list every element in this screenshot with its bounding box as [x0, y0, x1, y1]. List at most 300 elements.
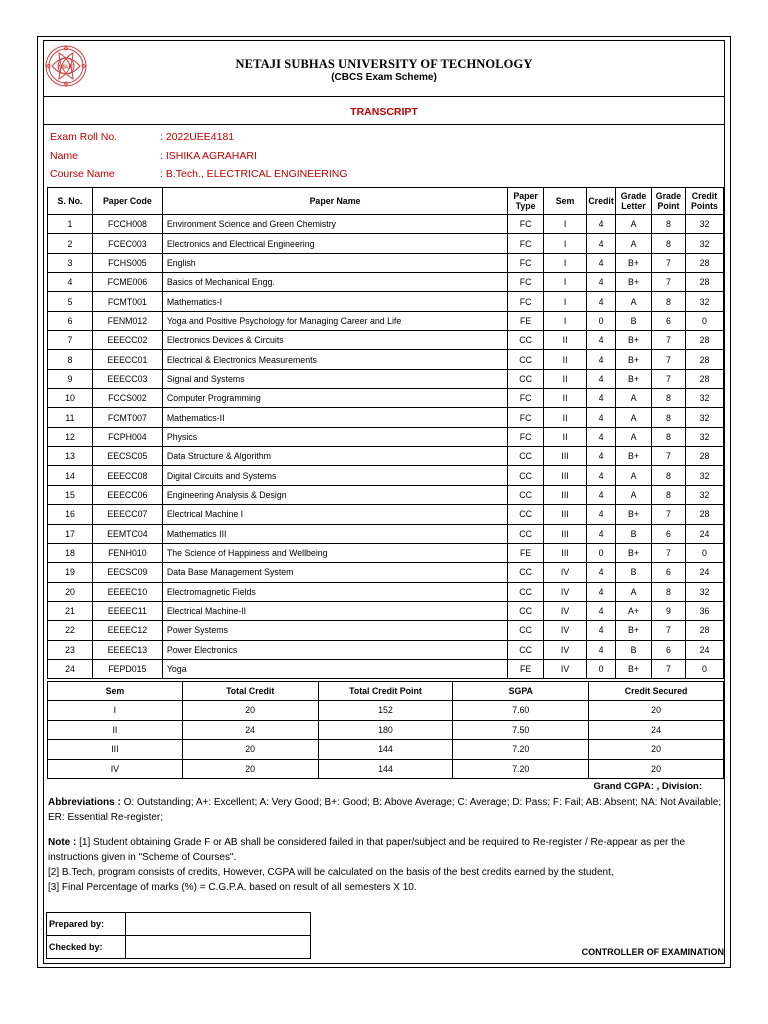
paper-cell: A [616, 466, 652, 485]
paper-cell: 7 [652, 659, 686, 678]
semester-cell: 7.20 [453, 759, 589, 779]
col-header: Paper Name [162, 188, 507, 215]
paper-cell: CC [508, 447, 544, 466]
note-label: Note : [48, 837, 77, 848]
paper-cell: 28 [685, 447, 723, 466]
paper-cell: Electrical & Electronics Measurements [162, 350, 507, 369]
paper-cell: CC [508, 485, 544, 504]
col-header: Paper Code [92, 188, 162, 215]
course-value: : B.Tech., ELECTRICAL ENGINEERING [160, 168, 348, 180]
paper-cell: 18 [48, 543, 93, 562]
paper-cell: 6 [652, 524, 686, 543]
paper-cell: CC [508, 640, 544, 659]
semester-cell: 152 [318, 701, 453, 721]
paper-cell: Physics [162, 427, 507, 446]
paper-cell: 9 [652, 601, 686, 620]
paper-cell: I [544, 215, 587, 234]
paper-cell: EEECC06 [92, 485, 162, 504]
paper-cell: 6 [652, 563, 686, 582]
paper-cell: 8 [652, 234, 686, 253]
paper-cell: FC [508, 273, 544, 292]
paper-cell: B+ [616, 331, 652, 350]
semester-cell: 24 [182, 720, 318, 740]
paper-cell: B+ [616, 350, 652, 369]
paper-cell: 28 [685, 273, 723, 292]
semester-row [48, 701, 724, 721]
paper-cell: FC [508, 234, 544, 253]
paper-cell: 22 [48, 621, 93, 640]
semester-cell: 180 [318, 720, 453, 740]
paper-cell: Digital Circuits and Systems [162, 466, 507, 485]
abbreviations-label: Abbreviations : [48, 797, 121, 808]
header-divider [44, 96, 724, 97]
paper-cell: 32 [685, 427, 723, 446]
paper-cell: B+ [616, 505, 652, 524]
paper-cell: FC [508, 292, 544, 311]
paper-cell: English [162, 253, 507, 272]
transcript-title: TRANSCRIPT [350, 106, 418, 118]
paper-cell: 16 [48, 505, 93, 524]
paper-cell: CC [508, 582, 544, 601]
paper-cell: 32 [685, 582, 723, 601]
paper-cell: Mathematics III [162, 524, 507, 543]
paper-cell: 4 [587, 582, 616, 601]
paper-cell: FC [508, 408, 544, 427]
semester-cell: 20 [589, 701, 724, 721]
paper-cell: 32 [685, 466, 723, 485]
paper-cell: B+ [616, 253, 652, 272]
paper-cell: IV [544, 563, 587, 582]
paper-cell: 28 [685, 253, 723, 272]
paper-cell: II [544, 331, 587, 350]
paper-cell: FCME006 [92, 273, 162, 292]
paper-cell: EECSC05 [92, 447, 162, 466]
paper-row [48, 273, 724, 292]
paper-cell: III [544, 485, 587, 504]
papers-header-row [48, 188, 724, 215]
paper-cell: Data Base Management System [162, 563, 507, 582]
col-header: Grade Point [652, 188, 686, 215]
paper-cell: 4 [587, 427, 616, 446]
paper-cell: FEPD015 [92, 659, 162, 678]
paper-cell: 3 [48, 253, 93, 272]
paper-row [48, 292, 724, 311]
paper-cell: 4 [587, 485, 616, 504]
paper-cell: FE [508, 543, 544, 562]
semester-cell: 20 [182, 701, 318, 721]
paper-cell: A [616, 234, 652, 253]
paper-row [48, 543, 724, 562]
paper-row [48, 389, 724, 408]
paper-cell: FCPH004 [92, 427, 162, 446]
paper-row [48, 311, 724, 330]
paper-cell: 32 [685, 485, 723, 504]
paper-row [48, 659, 724, 678]
paper-cell: FENM012 [92, 311, 162, 330]
paper-cell: EEECC08 [92, 466, 162, 485]
paper-cell: 28 [685, 505, 723, 524]
paper-row [48, 466, 724, 485]
paper-cell: 0 [587, 543, 616, 562]
col-header: Credit [587, 188, 616, 215]
paper-cell: 13 [48, 447, 93, 466]
paper-cell: 4 [587, 253, 616, 272]
paper-cell: 28 [685, 350, 723, 369]
paper-cell: Electrical Machine I [162, 505, 507, 524]
checked-label: Checked by: [47, 936, 126, 959]
paper-cell: 24 [48, 659, 93, 678]
paper-cell: 15 [48, 485, 93, 504]
paper-cell: EEECC01 [92, 350, 162, 369]
paper-cell: 0 [685, 311, 723, 330]
paper-cell: 0 [685, 659, 723, 678]
paper-cell: CC [508, 621, 544, 640]
paper-cell: 23 [48, 640, 93, 659]
paper-cell: 8 [48, 350, 93, 369]
paper-cell: IV [544, 621, 587, 640]
paper-cell: A+ [616, 601, 652, 620]
paper-cell: 8 [652, 292, 686, 311]
paper-cell: 7 [652, 543, 686, 562]
paper-cell: 0 [685, 543, 723, 562]
paper-cell: Environment Science and Green Chemistry [162, 215, 507, 234]
paper-cell: A [616, 292, 652, 311]
paper-row [48, 234, 724, 253]
col-header: Sem [48, 682, 183, 701]
paper-cell: B [616, 640, 652, 659]
semester-row [48, 720, 724, 740]
prepared-label: Prepared by: [47, 913, 126, 936]
paper-cell: 12 [48, 427, 93, 446]
paper-cell: CC [508, 466, 544, 485]
paper-cell: 4 [587, 505, 616, 524]
paper-cell: Power Electronics [162, 640, 507, 659]
paper-cell: III [544, 524, 587, 543]
exam-scheme: (CBCS Exam Scheme) [331, 72, 437, 83]
paper-cell: CC [508, 524, 544, 543]
paper-cell: 8 [652, 408, 686, 427]
paper-row [48, 447, 724, 466]
semester-cell: 24 [589, 720, 724, 740]
paper-cell: 9 [48, 369, 93, 388]
paper-cell: 32 [685, 408, 723, 427]
paper-cell: FC [508, 389, 544, 408]
paper-cell: FENH010 [92, 543, 162, 562]
paper-cell: IV [544, 601, 587, 620]
paper-cell: B+ [616, 273, 652, 292]
paper-cell: 8 [652, 215, 686, 234]
grand-cgpa: Grand CGPA: , Division: [593, 781, 702, 792]
col-header: Paper Type [508, 188, 544, 215]
paper-cell: 4 [587, 234, 616, 253]
paper-cell: I [544, 292, 587, 311]
controller-signature: CONTROLLER OF EXAMINATION [581, 947, 724, 957]
paper-cell: Yoga [162, 659, 507, 678]
semester-row [48, 740, 724, 760]
paper-cell: 4 [587, 466, 616, 485]
paper-cell: 0 [587, 311, 616, 330]
paper-cell: II [544, 389, 587, 408]
semester-cell: II [48, 720, 183, 740]
col-header: Credit Points [685, 188, 723, 215]
paper-cell: 4 [587, 601, 616, 620]
logo-text: NSUT [58, 64, 74, 71]
semester-cell: 20 [589, 759, 724, 779]
paper-cell: FCMT007 [92, 408, 162, 427]
paper-cell: Computer Programming [162, 389, 507, 408]
paper-row [48, 563, 724, 582]
semester-cell: 144 [318, 740, 453, 760]
semester-cell: 144 [318, 759, 453, 779]
semester-cell: III [48, 740, 183, 760]
semester-cell: 7.20 [453, 740, 589, 760]
notes [48, 835, 724, 895]
paper-cell: 21 [48, 601, 93, 620]
paper-cell: I [544, 234, 587, 253]
paper-cell: CC [508, 601, 544, 620]
paper-row [48, 621, 724, 640]
note-1 [48, 835, 724, 865]
paper-cell: IV [544, 582, 587, 601]
semester-cell: 7.60 [453, 701, 589, 721]
title-divider [44, 124, 724, 125]
checked-row [47, 936, 311, 959]
col-header: S. No. [48, 188, 93, 215]
paper-cell: 11 [48, 408, 93, 427]
paper-cell: I [544, 273, 587, 292]
paper-row [48, 215, 724, 234]
paper-cell: A [616, 582, 652, 601]
paper-cell: Basics of Mechanical Engg. [162, 273, 507, 292]
paper-cell: 7 [652, 350, 686, 369]
prepared-field [125, 913, 310, 936]
paper-cell: 8 [652, 582, 686, 601]
semester-cell: I [48, 701, 183, 721]
paper-cell: 7 [48, 331, 93, 350]
paper-cell: 4 [587, 389, 616, 408]
paper-cell: 28 [685, 369, 723, 388]
paper-cell: 7 [652, 369, 686, 388]
paper-cell: 4 [587, 292, 616, 311]
paper-cell: FCHS005 [92, 253, 162, 272]
paper-cell: FCCH008 [92, 215, 162, 234]
signature-table [46, 912, 311, 959]
paper-cell: IV [544, 640, 587, 659]
note-3: [3] Final Percentage of marks (%) = C.G.P.A. based on result of all semesters X 10. [48, 882, 417, 893]
paper-cell: 28 [685, 621, 723, 640]
paper-cell: 6 [652, 640, 686, 659]
semester-row [48, 759, 724, 779]
paper-row [48, 369, 724, 388]
paper-cell: 0 [587, 659, 616, 678]
paper-cell: 32 [685, 215, 723, 234]
paper-cell: III [544, 466, 587, 485]
paper-cell: Signal and Systems [162, 369, 507, 388]
paper-cell: A [616, 215, 652, 234]
paper-cell: II [544, 408, 587, 427]
paper-cell: B [616, 311, 652, 330]
paper-cell: 4 [587, 524, 616, 543]
paper-cell: EEMTC04 [92, 524, 162, 543]
paper-cell: EEEEC11 [92, 601, 162, 620]
paper-cell: B [616, 563, 652, 582]
paper-cell: CC [508, 563, 544, 582]
prepared-row [47, 913, 311, 936]
semester-cell: 7.50 [453, 720, 589, 740]
paper-cell: B+ [616, 621, 652, 640]
paper-cell: 24 [685, 524, 723, 543]
paper-cell: 7 [652, 621, 686, 640]
paper-cell: 32 [685, 234, 723, 253]
paper-cell: 4 [587, 350, 616, 369]
paper-cell: 32 [685, 292, 723, 311]
paper-cell: CC [508, 369, 544, 388]
paper-cell: B+ [616, 543, 652, 562]
paper-cell: CC [508, 331, 544, 350]
checked-field [125, 936, 310, 959]
semester-cell: 20 [182, 740, 318, 760]
paper-row [48, 640, 724, 659]
paper-cell: 24 [685, 563, 723, 582]
paper-cell: B+ [616, 369, 652, 388]
paper-cell: A [616, 389, 652, 408]
university-name: NETAJI SUBHAS UNIVERSITY OF TECHNOLOGY [235, 57, 533, 71]
paper-cell: I [544, 253, 587, 272]
paper-cell: 4 [587, 215, 616, 234]
paper-cell: Data Structure & Algorithm [162, 447, 507, 466]
papers-table [47, 187, 724, 679]
paper-cell: 7 [652, 505, 686, 524]
paper-cell: EEEEC13 [92, 640, 162, 659]
paper-cell: Electronics and Electrical Engineering [162, 234, 507, 253]
paper-cell: 8 [652, 389, 686, 408]
col-header: Credit Secured [589, 682, 724, 701]
paper-cell: FCCS002 [92, 389, 162, 408]
paper-cell: A [616, 427, 652, 446]
paper-cell: 24 [685, 640, 723, 659]
semester-cell: IV [48, 759, 183, 779]
paper-cell: EEECC02 [92, 331, 162, 350]
paper-cell: FE [508, 311, 544, 330]
col-header: Grade Letter [616, 188, 652, 215]
paper-cell: IV [544, 659, 587, 678]
paper-cell: EEECC07 [92, 505, 162, 524]
paper-cell: B+ [616, 659, 652, 678]
abbreviations-text: O: Outstanding; A+: Excellent; A: Very Good; B+: Good; B: Above Average; C: Average; D: Pass; F: Fail; AB: Absent; NA: Not Available; ER: Essential Re-register; [48, 797, 722, 823]
paper-row [48, 331, 724, 350]
paper-cell: 36 [685, 601, 723, 620]
paper-cell: 4 [587, 563, 616, 582]
paper-cell: 4 [587, 369, 616, 388]
paper-row [48, 505, 724, 524]
paper-cell: I [544, 311, 587, 330]
paper-cell: 19 [48, 563, 93, 582]
paper-row [48, 408, 724, 427]
semester-cell: 20 [589, 740, 724, 760]
paper-cell: 4 [587, 447, 616, 466]
paper-cell: A [616, 485, 652, 504]
paper-cell: Electromagnetic Fields [162, 582, 507, 601]
paper-cell: III [544, 447, 587, 466]
paper-cell: Electrical Machine-II [162, 601, 507, 620]
paper-cell: EEECC03 [92, 369, 162, 388]
paper-cell: FCMT001 [92, 292, 162, 311]
paper-cell: FC [508, 215, 544, 234]
paper-cell: 6 [652, 311, 686, 330]
paper-cell: II [544, 427, 587, 446]
paper-cell: Engineering Analysis & Design [162, 485, 507, 504]
paper-row [48, 350, 724, 369]
paper-cell: 20 [48, 582, 93, 601]
paper-cell: B [616, 524, 652, 543]
paper-cell: FE [508, 659, 544, 678]
col-header: Total Credit [182, 682, 318, 701]
col-header: Total Credit Point [318, 682, 453, 701]
paper-cell: 32 [685, 389, 723, 408]
paper-row [48, 253, 724, 272]
paper-cell: A [616, 408, 652, 427]
paper-cell: III [544, 505, 587, 524]
paper-row [48, 524, 724, 543]
paper-cell: Yoga and Positive Psychology for Managing Career and Life [162, 311, 507, 330]
semester-cell: 20 [182, 759, 318, 779]
paper-cell: EECSC09 [92, 563, 162, 582]
course-label: Course Name [50, 168, 115, 180]
paper-cell: 14 [48, 466, 93, 485]
paper-cell: Mathematics-II [162, 408, 507, 427]
paper-cell: 17 [48, 524, 93, 543]
abbreviations [48, 795, 724, 825]
paper-cell: FC [508, 253, 544, 272]
paper-cell: 7 [652, 331, 686, 350]
roll-value: : 2022UEE4181 [160, 131, 235, 143]
paper-cell: 7 [652, 253, 686, 272]
paper-cell: 28 [685, 331, 723, 350]
paper-cell: 8 [652, 427, 686, 446]
paper-cell: CC [508, 350, 544, 369]
note-2: [2] B.Tech, program consists of credits, However, CGPA will be calculated on the basis of the best credits earned by the student, [48, 867, 614, 878]
col-header: Sem [544, 188, 587, 215]
paper-cell: 7 [652, 447, 686, 466]
paper-cell: FC [508, 427, 544, 446]
paper-cell: 4 [587, 273, 616, 292]
paper-cell: Electronics Devices & Circuits [162, 331, 507, 350]
paper-row [48, 427, 724, 446]
paper-cell: 4 [587, 408, 616, 427]
paper-cell: 8 [652, 485, 686, 504]
note-1-text: [1] Student obtaining Grade F or AB shall be considered failed in that paper/subject and be required to Re-register / Re-appear as per the instructions given in "Scheme of Courses". [48, 837, 686, 863]
paper-cell: CC [508, 505, 544, 524]
paper-cell: 2 [48, 234, 93, 253]
name-label: Name [50, 150, 79, 162]
paper-row [48, 601, 724, 620]
paper-cell: 6 [48, 311, 93, 330]
paper-cell: FCEC003 [92, 234, 162, 253]
paper-cell: II [544, 350, 587, 369]
paper-cell: 4 [587, 621, 616, 640]
paper-cell: II [544, 369, 587, 388]
paper-cell: Power Systems [162, 621, 507, 640]
paper-cell: 7 [652, 273, 686, 292]
paper-row [48, 582, 724, 601]
paper-row [48, 485, 724, 504]
paper-cell: EEEEC12 [92, 621, 162, 640]
paper-cell: EEEEC10 [92, 582, 162, 601]
paper-cell: 10 [48, 389, 93, 408]
paper-cell: The Science of Happiness and Wellbeing [162, 543, 507, 562]
paper-cell: 1 [48, 215, 93, 234]
paper-cell: 4 [587, 640, 616, 659]
